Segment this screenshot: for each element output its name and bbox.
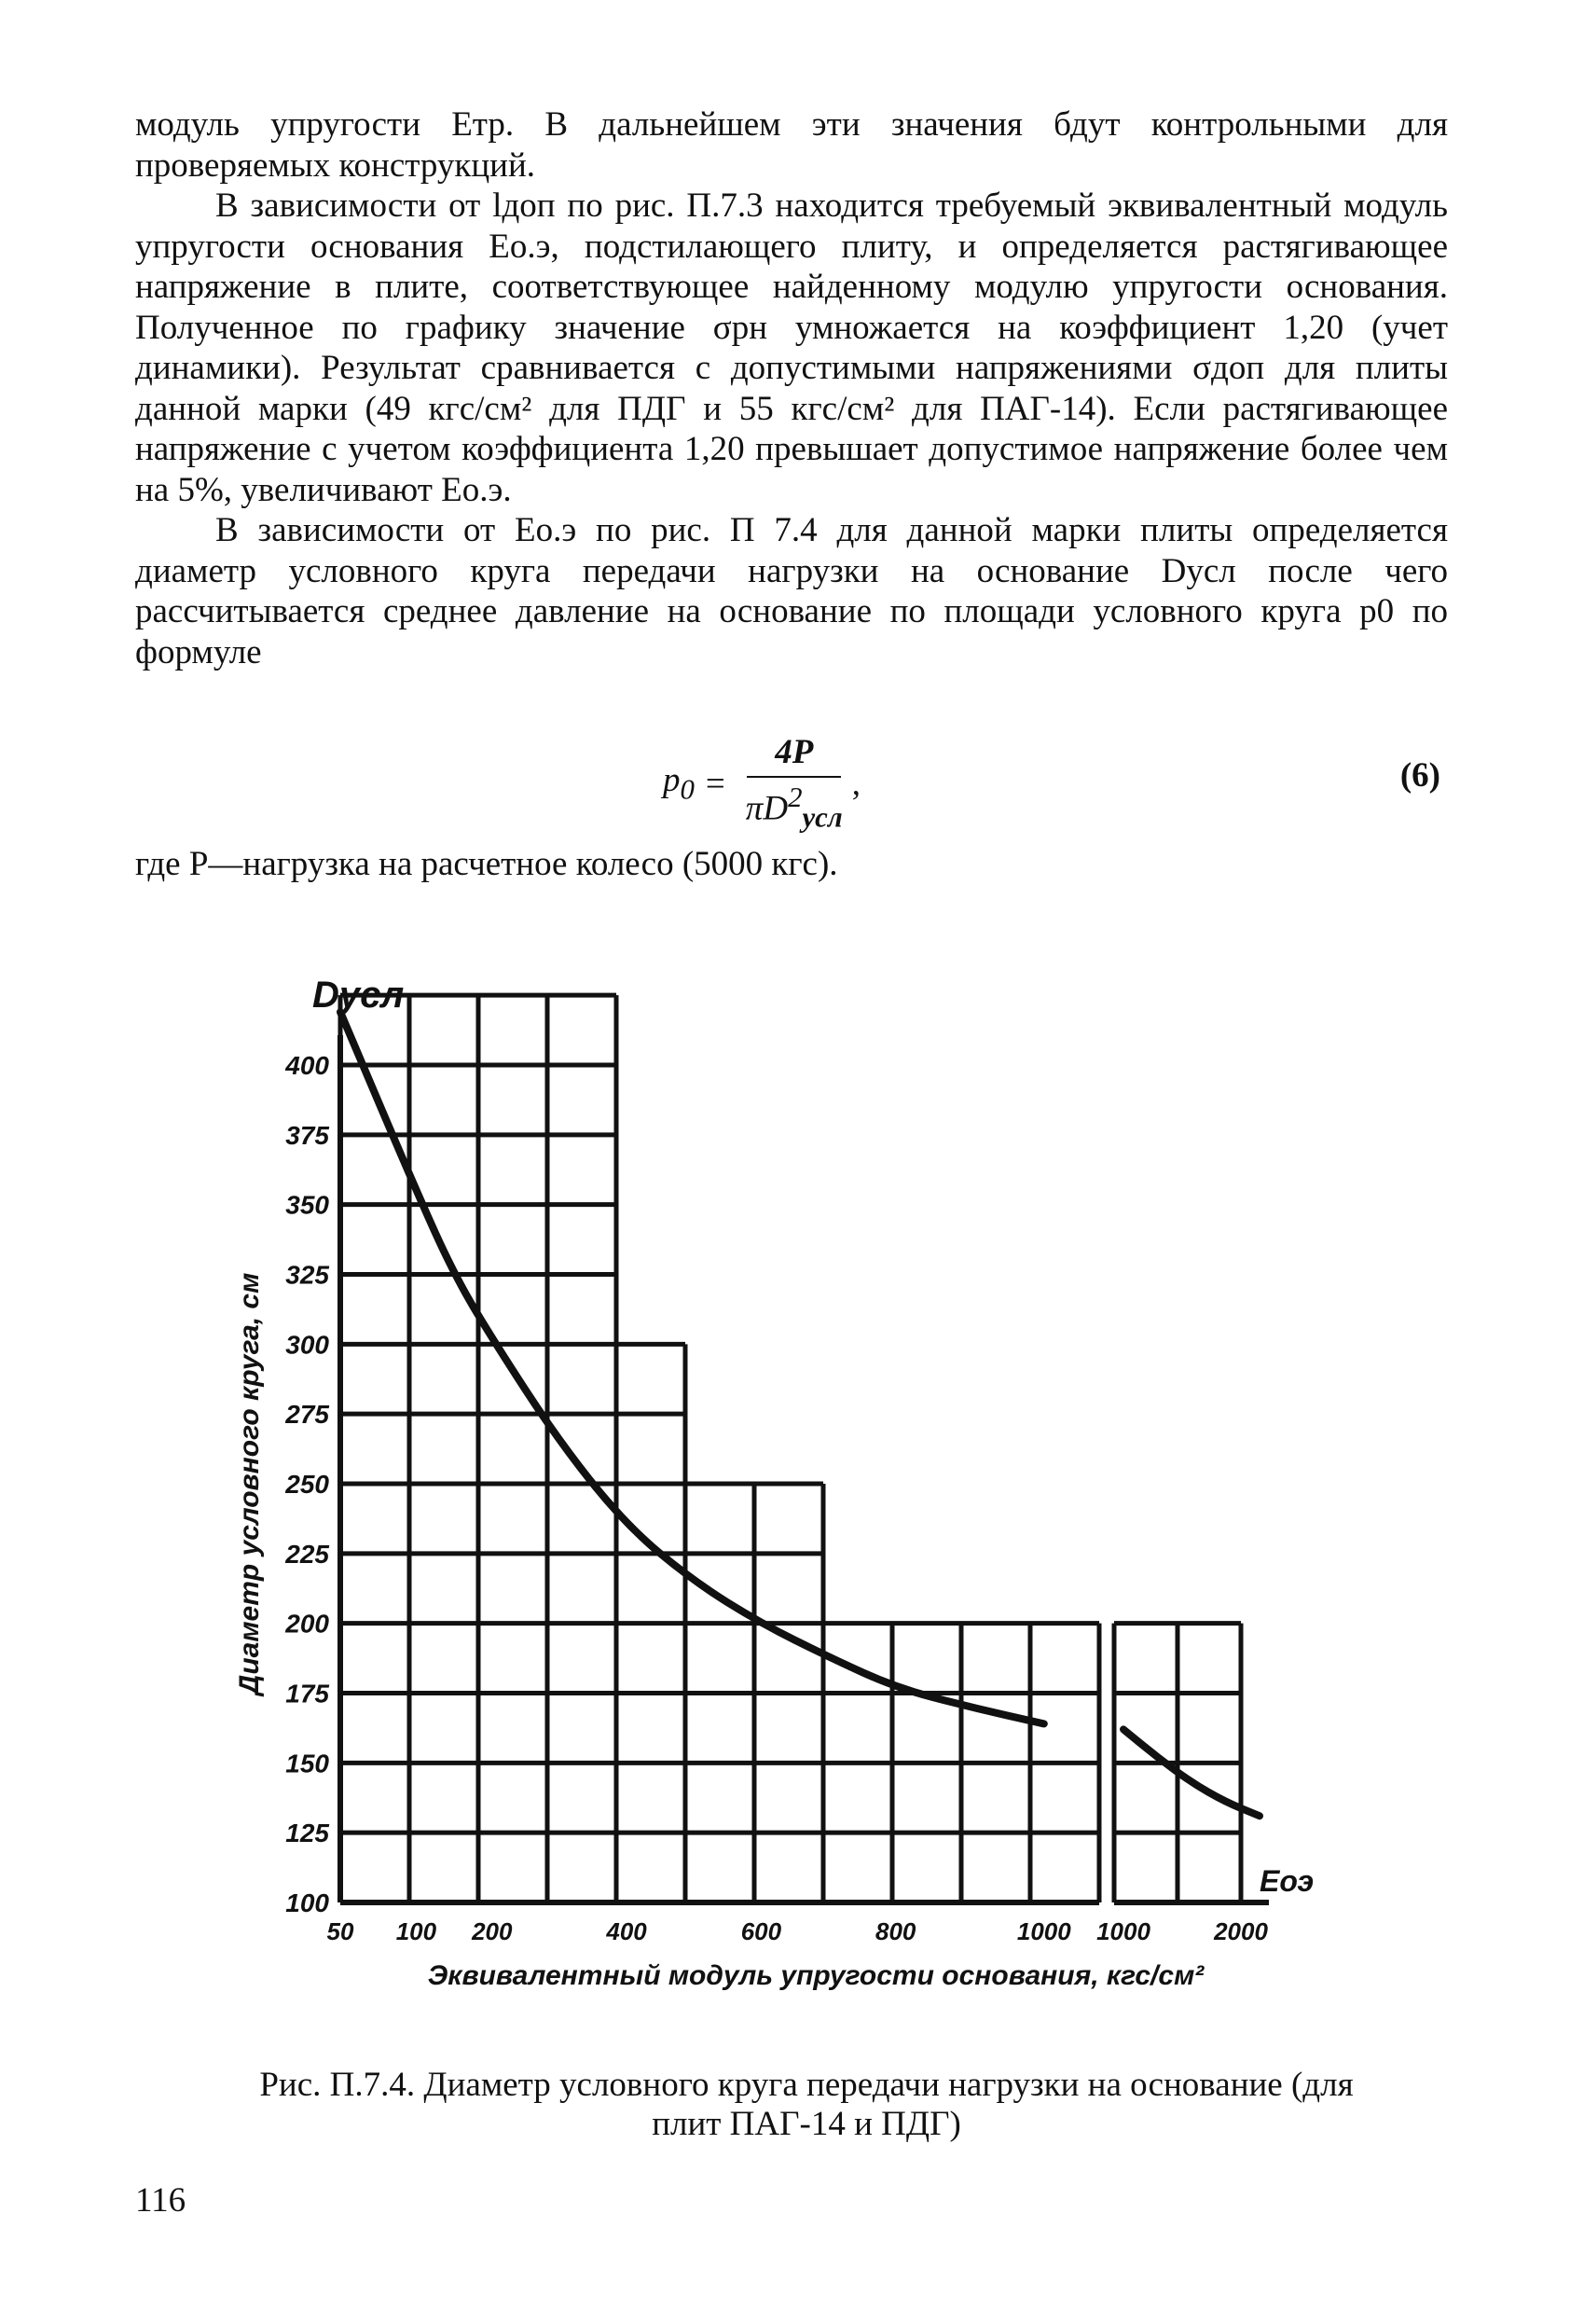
x-tick-label: 400 (606, 1917, 647, 1945)
formula-equals: = (705, 764, 725, 803)
y-tick-label: 150 (285, 1749, 329, 1778)
curve-point-left-11 (1043, 1723, 1044, 1724)
formula-fraction (746, 732, 843, 835)
y-axis-label: Диаметр условного круга, см (234, 1272, 265, 1695)
x-axis-label: Эквивалентный модуль упругости основания, кгс/см² (427, 1960, 1205, 1991)
formula-6 (135, 727, 1448, 839)
y-tick-label: 125 (285, 1819, 329, 1848)
page-number: 116 (135, 2181, 186, 2220)
curve-point-left-3 (491, 1338, 492, 1339)
formula-expression (663, 727, 1129, 839)
x-tick-label: 1000 (1016, 1917, 1071, 1945)
formula-number: (6) (1399, 756, 1440, 795)
curve-point-left-7 (761, 1623, 762, 1624)
x-tick-label: 100 (395, 1917, 437, 1945)
y-tick-label: 225 (285, 1539, 329, 1569)
curve-point-left-1 (416, 1190, 417, 1191)
curve-point-right-0 (1123, 1729, 1124, 1730)
x-tick-label: 50 (326, 1917, 354, 1945)
chart-grid (340, 995, 1241, 1902)
chart-figure (219, 970, 1412, 1996)
formula-trailing: , (851, 764, 861, 803)
y-tick-label: 375 (285, 1120, 329, 1150)
curve-point-left-8 (828, 1656, 829, 1657)
formula-denominator: $\pi D^2_{усл}$ (745, 782, 843, 834)
formula-numerator: 4P (747, 732, 841, 778)
formula-lhs: $p_0$ (663, 761, 695, 806)
curve-point-left-4 (558, 1442, 559, 1443)
y-tick-label: 350 (285, 1190, 329, 1220)
x-axis-title: Eоэ (1260, 1864, 1315, 1898)
body-text (135, 104, 1448, 672)
y-axis-title: Dусл (312, 975, 405, 1016)
curve-left (340, 1012, 1044, 1723)
x-tick-label: 600 (740, 1917, 782, 1945)
x-tick-label: 800 (875, 1917, 916, 1945)
curve-point-right-2 (1191, 1782, 1192, 1783)
curve-point-right-1 (1157, 1757, 1158, 1758)
y-tick-label: 400 (285, 1051, 329, 1080)
chart-svg (219, 970, 1412, 1996)
curve-point-left-9 (895, 1687, 896, 1688)
x-tick-label: 2000 (1214, 1917, 1268, 1945)
y-tick-label: 250 (285, 1470, 329, 1499)
x-tick-label: 200 (472, 1917, 513, 1945)
y-tick-label: 200 (285, 1609, 329, 1639)
figure-caption: Рис. П.7.4. Диаметр условного круга передачи нагрузки на основание (для плит ПАГ-14 и ПДГ) (259, 2066, 1354, 2143)
y-tick-label: 325 (285, 1260, 329, 1290)
curve-point-right-3 (1225, 1802, 1226, 1803)
x-tick-label: 1000 (1096, 1917, 1150, 1945)
y-tick-label: 100 (285, 1888, 329, 1917)
where-definition: где P—нагрузка на расчетное колесо (5000 кгс). (135, 845, 838, 883)
paragraph-2: В зависимости от lдоп по рис. П.7.3 находится требуемый эквивалентный модуль упругости основания Eо.э, подстилающего плиту, и определяется растягивающее напряжение в плите, соответствующее найденному модулю упругости основания. Полученное по графику значение σрн умножается на коэффициент 1,20 (учет динамики). Результат сравнивается с допустимыми напряжениями σдоп для плиты данной марки (49 кгс/см² для ПДГ и 55 кгс/см² для ПАГ-14). Если растягивающее напряжение с учетом коэффициента 1,20 превышает допустимое напряжение более чем на 5%, увеличивают Eо.э. (135, 187, 1448, 509)
y-tick-label: 175 (285, 1679, 329, 1708)
curve-point-left-6 (694, 1581, 695, 1582)
y-tick-label: 275 (285, 1400, 329, 1430)
curve-point-left-10 (970, 1707, 971, 1708)
curve-point-left-2 (454, 1274, 455, 1275)
paragraph-3: В зависимости от Eо.э по рис. П 7.4 для данной марки плиты определяется диаметр условного круга передачи нагрузки на основание Dусл после чего рассчитывается среднее давление на основание по площади условного круга p0 по формуле (135, 511, 1448, 671)
y-tick-label: 300 (285, 1330, 329, 1360)
paragraph-1: модуль упругости Eтр. В дальнейшем эти значения бдут контрольными для проверяемых конструкций. (135, 105, 1448, 185)
